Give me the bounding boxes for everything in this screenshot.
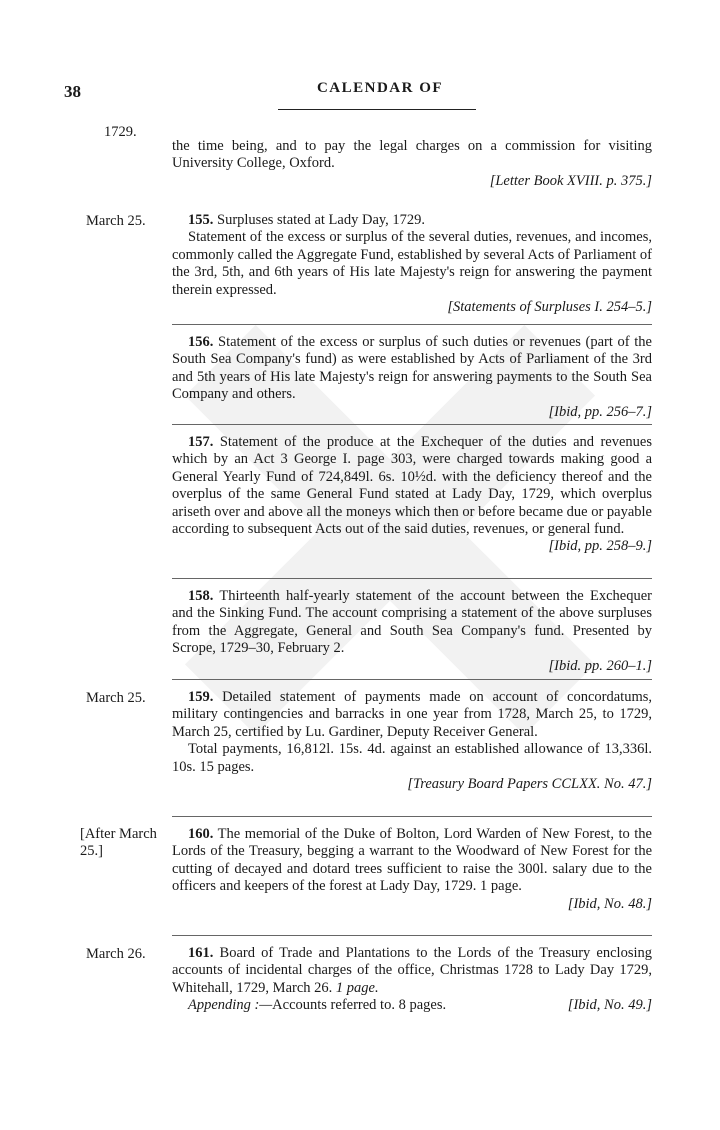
entry-separator [172,816,652,817]
entry-number: 155. [188,212,214,228]
entry-date: [After March 25.] [80,826,157,859]
entry-reference: [Letter Book XVIII. p. 375.] [489,172,652,189]
entry-date: March 25. [86,690,146,706]
page-number: 38 [64,82,81,101]
entry-number: 161. [188,945,214,961]
running-title: CALENDAR OF [316,80,444,96]
entry-number: 157. [188,434,214,450]
entry-text: Statement of the excess or surplus of the several duties, revenues, and incomes, commonly called the Aggregate Fund, established by several Acts of Parliament of the 3rd, 5th, and 6th years of His late Majesty's reign for answering the payment therein expressed. [172,229,652,298]
entry-separator [172,324,652,325]
header-rule [278,109,476,110]
entry-text: Detailed statement of payments made on account of concordatums, military contingencies and barracks in one year from 1728, March 25, to 1729, March 25, certified by Lu. Gardiner, Deputy Receiver General. [172,689,653,740]
appending-text: Accounts referred to. 8 pages. [272,997,447,1014]
entry-160 [172,826,652,913]
entry-159 [172,689,652,793]
appending-label: Appending :— [188,997,273,1014]
entry-155 [172,212,652,316]
entry-reference: [Ibid. pp. 260–1.] [548,657,652,674]
entry-separator [172,578,652,579]
entry-title: Surpluses stated at Lady Day, 1729. [217,212,426,228]
entry-text: Board of Trade and Plantations to the Lords of the Treasury enclosing accounts of incidental charges of the office, Christmas 1728 to Lady Day 1729, Whitehall, 1729, March 26. [172,945,653,996]
entry-text: Statement of the produce at the Exchequer of the duties and revenues which by an Act 3 George I. page 303, were charged towards making good a General Yearly Fund of 724,849l. 6s. 10½d. with the deficiency thereof and the overplus of the same General Fund stated at Lady Day, 1729, which overplus ariseth over and above all the moneys which then or before became due or payable according to subsequent Acts out of the said duties, revenues, or general fund. [172,434,653,538]
entry-separator [172,679,652,680]
entry-reference: [Ibid, No. 49.] [567,997,652,1014]
entry-date: March 26. [86,946,146,962]
entry-number: 160. [188,826,214,842]
entry-text: Thirteenth half-yearly statement of the account between the Exchequer and the Sinking Fund. The account comprising a statement of the above surpluses from the Aggregate, General and South Sea Company's fund. Presented by Scrope, 1729–30, February 2. [172,588,652,657]
entry-reference: [Statements of Surpluses I. 254–5.] [447,299,652,316]
entry-text: Statement of the excess or surplus of such duties or revenues (part of the South Sea Company's fund) as were established by Acts of Parliament of the 3rd and 5th years of His late Majesty's reign for answering payments to the South Sea Company and others. [172,334,652,403]
entry-number: 156. [188,334,214,350]
entry-number: 158. [188,588,214,604]
entry-text: The memorial of the Duke of Bolton, Lord Warden of New Forest, to the Lords of the Treasury, begging a warrant to the Woodward of New Forest for the cutting of decayed and dotard trees sufficient to raise the 300l. salary due to the officers and keepers of the forest at Lady Day, 1729. 1 page. [172,826,652,895]
entry-text-2: Total payments, 16,812l. 15s. 4d. against an established allowance of 13,336l. 10s. 15 pages. [172,741,652,775]
entry-reference: [Treasury Board Papers CCLXX. No. 47.] [407,776,652,793]
entry-pages: 1 page. [335,979,379,996]
entry-date: March 25. [86,213,146,229]
entry-separator [172,424,652,425]
entry-date: 1729. [104,124,137,140]
entry-161 [172,945,652,1015]
entry-156 [172,334,652,421]
entry-reference: [Ibid, pp. 258–9.] [548,538,652,555]
entry-continuation [172,138,652,190]
entry-reference: [Ibid, No. 48.] [567,895,652,912]
entry-number: 159. [188,689,214,705]
entry-separator [172,935,652,936]
entry-text: the time being, and to pay the legal charges on a commission for visiting University College, Oxford. [172,138,652,172]
entry-appending [172,997,652,1014]
entry-reference: [Ibid, pp. 256–7.] [548,403,652,420]
entry-157 [172,434,652,556]
entry-158 [172,588,652,675]
